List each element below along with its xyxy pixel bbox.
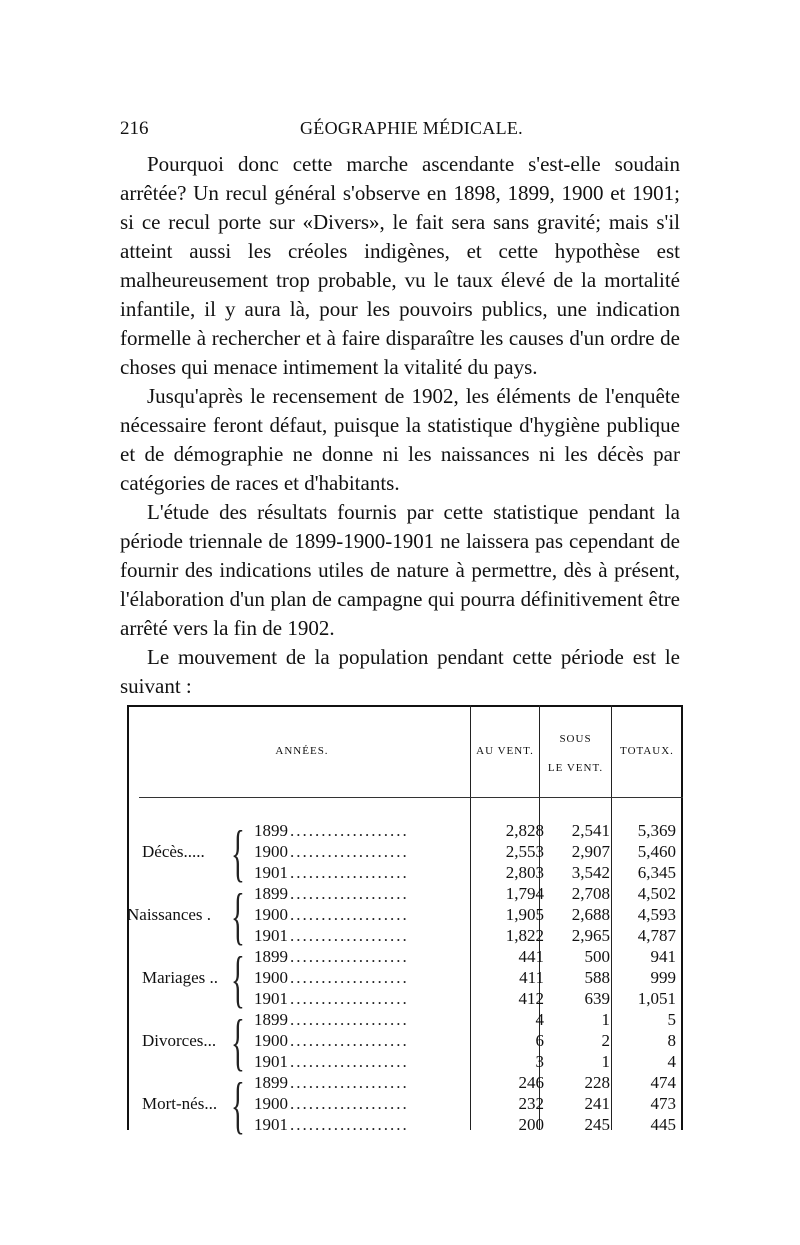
group-label: Divorces... <box>142 1031 217 1050</box>
running-title: GÉOGRAPHIE MÉDICALE. <box>300 118 523 138</box>
population-table <box>127 705 683 1140</box>
table-row <box>127 1073 683 1094</box>
sous-le-vent-cell: 241 <box>584 1094 610 1113</box>
group-brace: { <box>231 1006 245 1077</box>
paragraph-3: L'étude des résultats fournis par cette statistique pendant la période triennale de 1899-1900-1901 ne laissera pas cependant de fournir des indications utiles de nature à permettre, dès à présent, l'élaboration d'un plan de campagne qui pourra définitivement être arrêté vers la fin de 1902. <box>120 500 680 640</box>
table-row <box>127 905 683 926</box>
year-cell: 1899 <box>254 821 288 840</box>
header-rule <box>139 797 683 798</box>
total-cell: 6,345 <box>637 863 676 882</box>
group-brace: { <box>231 817 245 888</box>
table-row <box>127 1052 683 1073</box>
header-sous: SOUS <box>559 733 592 745</box>
leader-dots: ................... <box>290 1010 409 1029</box>
header-annees: ANNÉES. <box>275 745 329 757</box>
leader-dots: ................... <box>290 1031 409 1050</box>
total-cell: 445 <box>650 1115 676 1134</box>
leader-dots: ................... <box>290 842 409 861</box>
table-row <box>127 989 683 1010</box>
year-cell: 1900 <box>254 1094 288 1113</box>
sous-le-vent-cell: 2,708 <box>571 884 610 903</box>
year-cell: 1901 <box>254 1052 288 1071</box>
header-le-vent: LE VENT. <box>547 762 604 774</box>
header-totaux: TOTAUX. <box>620 745 674 757</box>
group-label: Naissances . <box>127 905 212 924</box>
table-row <box>127 1010 683 1031</box>
sous-le-vent-cell: 639 <box>584 989 610 1008</box>
table-row <box>127 821 683 842</box>
year-cell: 1900 <box>254 905 288 924</box>
au-vent-cell: 200 <box>518 1115 544 1134</box>
total-cell: 473 <box>650 1094 676 1113</box>
total-cell: 4,502 <box>637 884 676 903</box>
sous-le-vent-cell: 500 <box>584 947 610 966</box>
year-cell: 1901 <box>254 989 288 1008</box>
total-cell: 1,051 <box>637 989 676 1008</box>
leader-dots: ................... <box>290 1052 409 1071</box>
total-cell: 4 <box>667 1052 676 1071</box>
sous-le-vent-cell: 228 <box>584 1073 610 1092</box>
au-vent-cell: 1,905 <box>505 905 544 924</box>
table-row <box>127 884 683 905</box>
au-vent-cell: 2,553 <box>505 842 544 861</box>
total-cell: 4,593 <box>637 905 676 924</box>
leader-dots: ................... <box>290 863 409 882</box>
sous-le-vent-cell: 3,542 <box>571 863 610 882</box>
body-text <box>120 150 680 701</box>
leader-dots: ................... <box>290 1073 409 1092</box>
au-vent-cell: 2,803 <box>505 863 544 882</box>
table-row <box>127 926 683 947</box>
table-top-rule <box>127 705 683 707</box>
group-label: Décès..... <box>142 842 205 861</box>
leader-dots: ................... <box>290 1115 409 1134</box>
sous-le-vent-cell: 2,907 <box>571 842 610 861</box>
table-row <box>127 1031 683 1052</box>
paragraph-2: Jusqu'après le recensement de 1902, les éléments de l'enquête nécessaire feront défaut, puisque la statistique d'hygiène publique et de démographie ne donne ni les naissances ni les décès par catégories de races et d'habitants. <box>120 384 680 495</box>
au-vent-cell: 3 <box>535 1052 544 1071</box>
leader-dots: ................... <box>290 884 409 903</box>
table-row <box>127 842 683 863</box>
au-vent-cell: 411 <box>519 968 544 987</box>
au-vent-cell: 232 <box>518 1094 544 1113</box>
total-cell: 5 <box>667 1010 676 1029</box>
au-vent-cell: 2,828 <box>505 821 544 840</box>
year-cell: 1901 <box>254 863 288 882</box>
table-row <box>127 947 683 968</box>
year-cell: 1899 <box>254 947 288 966</box>
year-cell: 1900 <box>254 1031 288 1050</box>
leader-dots: ................... <box>290 821 409 840</box>
au-vent-cell: 246 <box>518 1073 544 1092</box>
year-cell: 1899 <box>254 1010 288 1029</box>
sous-le-vent-cell: 588 <box>584 968 610 987</box>
year-cell: 1900 <box>254 842 288 861</box>
year-cell: 1899 <box>254 1073 288 1092</box>
leader-dots: ................... <box>290 989 409 1008</box>
au-vent-cell: 1,822 <box>505 926 544 945</box>
au-vent-cell: 412 <box>518 989 544 1008</box>
group-brace: { <box>231 943 245 1014</box>
leader-dots: ................... <box>290 905 409 924</box>
table-row <box>127 1094 683 1115</box>
page-number: 216 <box>120 118 149 139</box>
sous-le-vent-cell: 1 <box>601 1010 610 1029</box>
leader-dots: ................... <box>290 926 409 945</box>
total-cell: 474 <box>650 1073 676 1092</box>
sous-le-vent-cell: 1 <box>601 1052 610 1071</box>
sous-le-vent-cell: 2 <box>601 1031 610 1050</box>
paragraph-1: Pourquoi donc cette marche ascendante s'est-elle soudain arrêtée? Un recul général s'observe en 1898, 1899, 1900 et 1901; si ce recul porte sur «Divers», le fait sera sans gravité; mais s'il atteint aussi les créoles indigènes, et cette hypothèse est malheureusement trop probable, vu le taux élevé de la mortalité infantile, il y aura là, pour les pouvoirs publics, une indication formelle à rechercher et à faire disparaître les causes d'un ordre de choses qui menace intimement la vitalité du pays. <box>120 152 680 379</box>
year-cell: 1900 <box>254 968 288 987</box>
sous-le-vent-cell: 2,688 <box>571 905 610 924</box>
year-cell: 1901 <box>254 926 288 945</box>
leader-dots: ................... <box>290 947 409 966</box>
total-cell: 4,787 <box>637 926 676 945</box>
group-brace: { <box>231 880 245 951</box>
table-row <box>127 968 683 989</box>
group-brace: { <box>231 1069 245 1140</box>
sous-le-vent-cell: 2,541 <box>571 821 610 840</box>
total-cell: 5,369 <box>637 821 676 840</box>
total-cell: 8 <box>667 1031 676 1050</box>
paragraph-4: Le mouvement de la population pendant cette période est le suivant : <box>120 645 680 698</box>
leader-dots: ................... <box>290 1094 409 1113</box>
total-cell: 941 <box>650 947 676 966</box>
au-vent-cell: 6 <box>535 1031 544 1050</box>
au-vent-cell: 4 <box>535 1010 544 1029</box>
leader-dots: ................... <box>290 968 409 987</box>
table-row <box>127 1115 683 1136</box>
sous-le-vent-cell: 2,965 <box>571 926 610 945</box>
au-vent-cell: 441 <box>518 947 544 966</box>
table-row <box>127 863 683 884</box>
header-au-vent: AU VENT. <box>476 745 534 757</box>
year-cell: 1901 <box>254 1115 288 1134</box>
total-cell: 5,460 <box>637 842 676 861</box>
total-cell: 999 <box>650 968 676 987</box>
year-cell: 1899 <box>254 884 288 903</box>
group-label: Mort-nés... <box>142 1094 218 1113</box>
sous-le-vent-cell: 245 <box>584 1115 610 1134</box>
au-vent-cell: 1,794 <box>505 884 544 903</box>
group-label: Mariages .. <box>142 968 219 987</box>
